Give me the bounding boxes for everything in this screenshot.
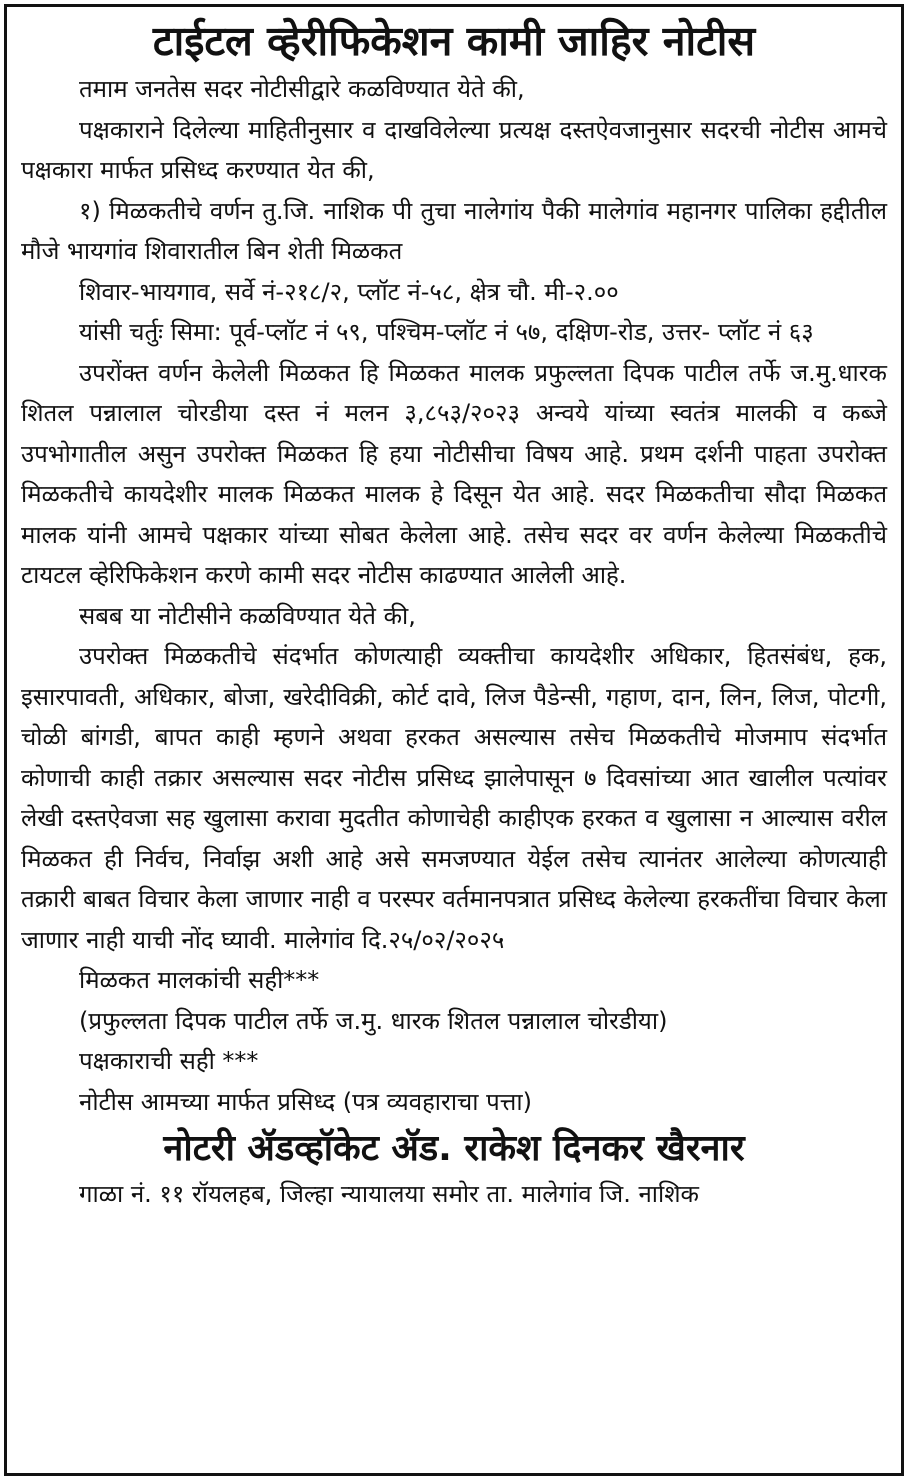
published-via-line: नोटीस आमच्या मार्फत प्रसिध्द (पत्र व्यवहाराचा पत्ता)	[79, 1087, 532, 1116]
notice-body	[7, 69, 901, 1122]
public-notice	[4, 4, 904, 1476]
owner-signature-label: मिळकत मालकांची सही***	[79, 966, 320, 994]
party-signature-label: पक्षकाराची सही ***	[79, 1047, 259, 1075]
notice-intro-line: सबब या नोटीसीने कळविण्यात येते की,	[79, 601, 416, 630]
advocate-address: गाळा नं. ११ रॉयलहब, जिल्हा न्यायालया समोर ता. मालेगांव जि. नाशिक	[79, 1180, 699, 1208]
notice-title: टाईटल व्हेरीफिकेशन कामी जाहिर नोटीस	[152, 17, 756, 65]
intro-line: तमाम जनतेस सदर नोटीसीद्वारे कळविण्यात येते की,	[79, 75, 525, 103]
client-statement: पक्षकाराने दिलेल्या माहितीनुसार व दाखविलेल्या प्रत्यक्ष दस्तऐवजानुसार सदरची नोटीस आमचे पक्षकारा मार्फत प्रसिध्द करण्यात येत की,	[21, 115, 887, 184]
owner-signature-name: (प्रफुल्लता दिपक पाटील तर्फे ज.मु. धारक शितल पन्नालाल चोरडीया)	[79, 1006, 668, 1035]
property-boundaries	[21, 312, 887, 353]
objection-paragraph: उपरोक्त मिळकतीचे संदर्भात कोणत्याही व्यक्तीचा कायदेशीर अधिकार, हितसंबंध, हक, इसारपावती, अधिकार, बोजा, खरेदीविक्री, कोर्ट दावे, लिज पैडेन्सी, गहाण, दान, लिन, लिज, पोटगी, चोळी बांगडी, बापत काही म्हणने अथवा हरकत असल्यास तसेच मिळकतीचे मोजमाप संदर्भात कोणाची काही तक्रार असल्यास सदर नोटीस प्रसिध्द झालेपासून ७ दिवसांच्या आत खालील पत्यांवर लेखी दस्तऐवजा सह खुलासा करावा मुदतीत कोणाचेही काहीएक हरकत व खुलासा न आल्यास वरील मिळकत ही निर्वच, निर्वाझ अशी आहे असे समजण्यात येईल तसेच त्यानंतर आलेल्या कोणत्याही तक्रारी बाबत विचार केला जाणार नाही व परस्पर वर्तमानपत्रात प्रसिध्द केलेल्या हरकतींचा विचार केला जाणार नाही याची नोंद घ्यावी. मालेगांव दि.२५/०२/२०२५	[21, 642, 887, 954]
advocate-name: नोटरी ॲडव्हॉकेट ॲड. राकेश दिनकर खैरनार	[163, 1128, 745, 1169]
property-survey-details: शिवार-भायगाव, सर्वे नं-२१८/२, प्लॉट नं-५८, क्षेत्र चौ. मी-२.००	[79, 277, 619, 306]
ownership-paragraph: उपरोंक्त वर्णन केलेली मिळकत हि मिळकत मालक प्रफुल्लता दिपक पाटील तर्फे ज.मु.धारक शितल पन्नालाल चोरडीया दस्त नं मलन ३,८५३/२०२३ अन्वये यांच्या स्वतंत्र मालकी व कब्जे उपभोगातील असुन उपरोक्त मिळकत हि हया नोटीसीचा विषय आहे. प्रथम दर्शनी पाहता उपरोक्त मिळकतीचे कायदेशीर मालक मिळकत मालक हे दिसून येत आहे. सदर मिळकतीचा सौदा मिळकत मालक यांनी आमचे पक्षकार यांच्या सोबत केलेला आहे. तसेच सदर वर वर्णन केलेल्या मिळकतीचे टायटल व्हेरिफिकेशन करणे कामी सदर नोटीस काढण्यात आलेली आहे.	[21, 358, 887, 589]
boundaries-text: यांसी चर्तुः सिमा: पूर्व-प्लॉट नं ५९, पश्चिम-प्लॉट नं ५७, दक्षिण-रोड, उत्तर- प्लॉट नं ६३	[79, 318, 814, 346]
property-description: १) मिळकतीचे वर्णन तु.जि. नाशिक पी तुचा नालेगांय पैकी मालेगांव महानगर पालिका हद्दीतील मौजे भायगांव शिवारातील बिन शेती मिळकत	[21, 196, 887, 265]
